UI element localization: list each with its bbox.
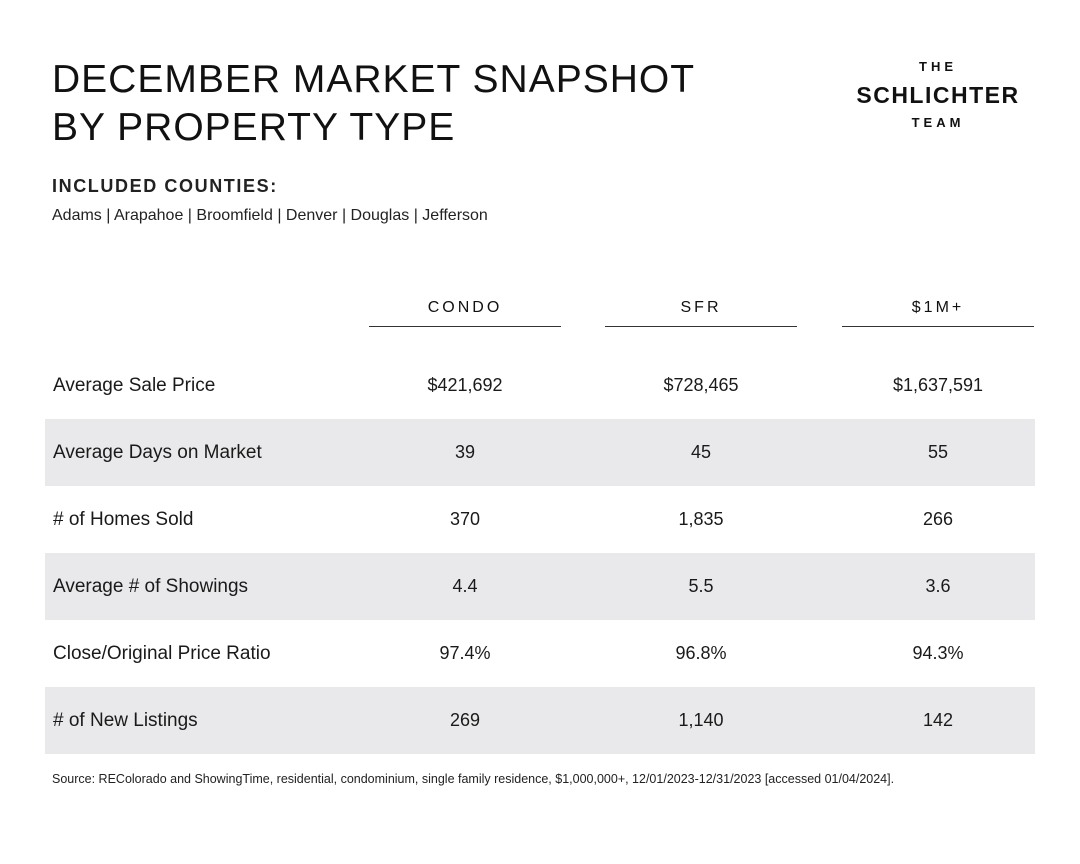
table-row-homes-sold xyxy=(45,486,1035,553)
logo-line-team: TEAM xyxy=(911,115,965,130)
page-title-line-2: BY PROPERTY TYPE xyxy=(52,106,456,149)
column-header-1m-plus: $1M+ xyxy=(842,290,1034,327)
table-cell-condo: 4.4 xyxy=(452,576,478,596)
row-label: Average Days on Market xyxy=(53,442,262,463)
table-row-new-listings xyxy=(45,687,1035,754)
table-header-row xyxy=(45,290,1035,352)
table-cell-1m-plus: 266 xyxy=(922,509,954,529)
table-row-average-showings xyxy=(45,553,1035,620)
table-cell-sfr: 1,140 xyxy=(678,710,724,730)
table-cell-1m-plus: 55 xyxy=(927,442,949,462)
table-cell-1m-plus: $1,637,591 xyxy=(892,375,984,395)
table-cell-sfr: 5.5 xyxy=(688,576,714,596)
table-cell-1m-plus: 3.6 xyxy=(925,576,951,596)
table-cell-condo: $421,692 xyxy=(427,375,503,395)
table-cell-condo: 39 xyxy=(454,442,476,462)
page-title xyxy=(52,56,752,152)
table-cell-sfr: 96.8% xyxy=(675,643,727,663)
table-cell-1m-plus: 94.3% xyxy=(912,643,964,663)
row-label: Average Sale Price xyxy=(53,375,216,396)
table-cell-sfr: $728,465 xyxy=(663,375,739,395)
market-table xyxy=(45,290,1035,754)
logo-line-schlichter: SCHLICHTER xyxy=(856,82,1020,108)
table-cell-condo: 97.4% xyxy=(439,643,491,663)
counties-heading: INCLUDED COUNTIES: xyxy=(52,176,278,196)
row-label: Close/Original Price Ratio xyxy=(53,643,271,664)
row-label: # of New Listings xyxy=(53,710,198,731)
row-label: # of Homes Sold xyxy=(53,509,194,530)
table-cell-sfr: 45 xyxy=(690,442,712,462)
table-cell-condo: 269 xyxy=(449,710,481,730)
column-header-condo: CONDO xyxy=(369,290,561,327)
logo-line-the: THE xyxy=(919,59,957,74)
table-cell-1m-plus: 142 xyxy=(922,710,954,730)
counties-list: Adams | Arapahoe | Broomfield | Denver | Douglas | Jefferson xyxy=(52,207,488,224)
table-row-close-original-price-ratio xyxy=(45,620,1035,687)
brand-logo xyxy=(838,58,1038,132)
table-row-average-days-on-market xyxy=(45,419,1035,486)
table-cell-condo: 370 xyxy=(449,509,481,529)
page-title-line-1: DECEMBER MARKET SNAPSHOT xyxy=(52,58,696,101)
row-label: Average # of Showings xyxy=(53,576,249,597)
table-row-average-sale-price xyxy=(45,352,1035,419)
source-footnote: Source: REColorado and ShowingTime, residential, condominium, single family residence, $1,000,000+, 12/01/2023-12/31/2023 [accessed 01/04/2024]. xyxy=(52,772,895,786)
table-cell-sfr: 1,835 xyxy=(678,509,724,529)
column-header-sfr: SFR xyxy=(605,290,797,327)
